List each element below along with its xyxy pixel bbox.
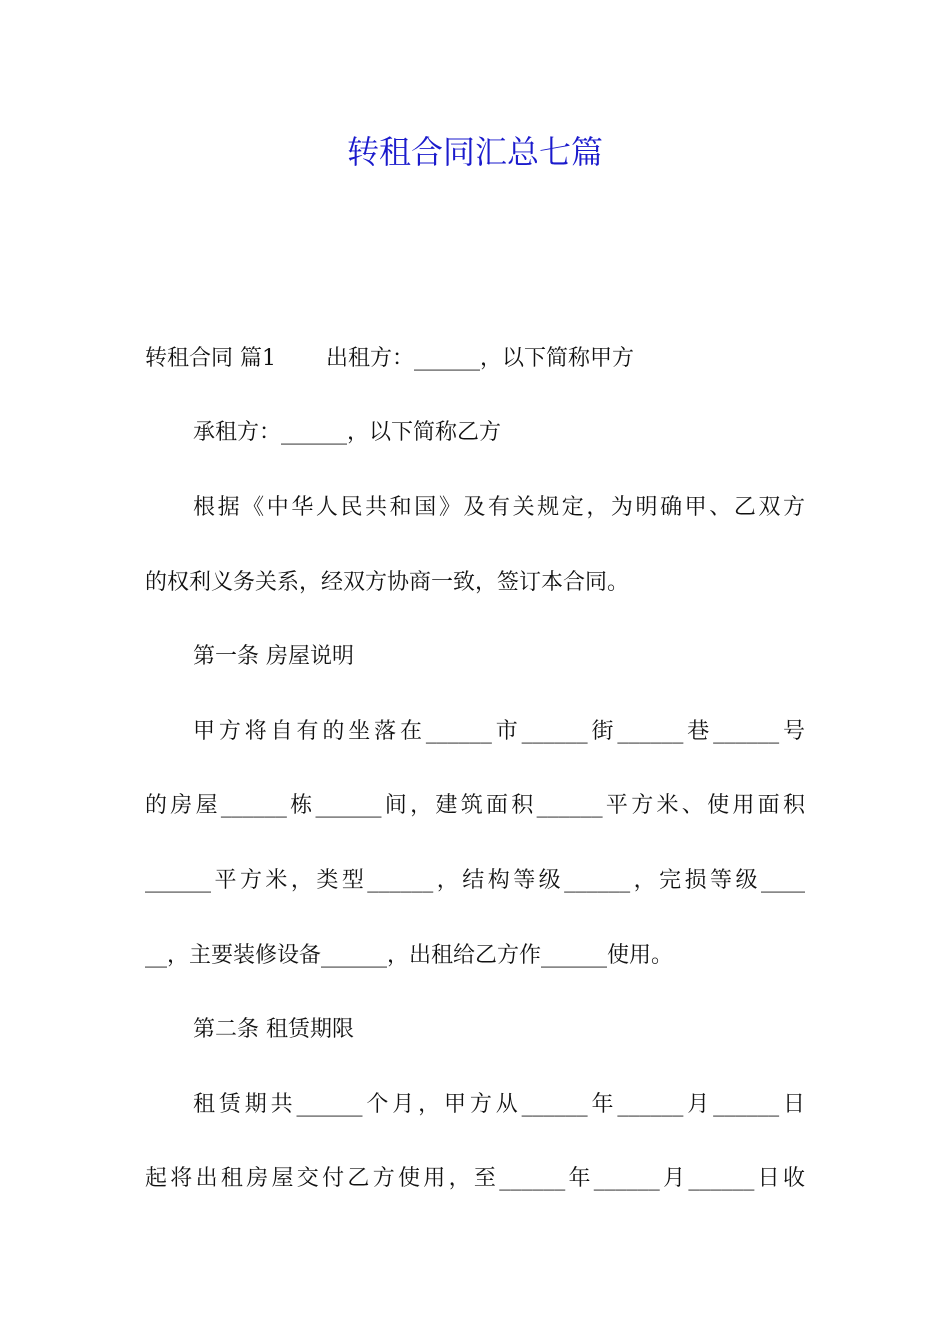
paragraph-line: __，主要装修设备______，出租给乙方作______使用。 [145, 943, 674, 968]
paragraph-line: 根据《中华人民共和国》及有关规定，为明确甲、乙双方 [193, 495, 805, 520]
paragraph-line: ______平方米，类型______，结构等级______，完损等级____ [145, 868, 805, 893]
document-title: 转租合同汇总七篇 [346, 133, 603, 171]
article-heading: 第二条 租赁期限 [193, 1017, 354, 1042]
paragraph-line: 的房屋______栋______间，建筑面积______平方米、使用面积 [145, 793, 805, 818]
paragraph-line: 起将出租房屋交付乙方使用，至______年______月______日收 [145, 1166, 805, 1191]
section-heading: 转租合同 篇1 [145, 346, 276, 371]
lessee-line: 承租方：______，以下简称乙方 [193, 420, 502, 445]
lessor-line: 出租方：______，以下简称甲方 [326, 346, 635, 371]
paragraph-line: 甲方将自有的坐落在______市______街______巷______号 [193, 719, 805, 744]
first-line [145, 339, 805, 379]
paragraph-line: 租赁期共______个月，甲方从______年______月______日 [193, 1092, 805, 1117]
paragraph-line: 的权利义务关系，经双方协商一致，签订本合同。 [145, 570, 630, 595]
article-heading: 第一条 房屋说明 [193, 644, 354, 669]
